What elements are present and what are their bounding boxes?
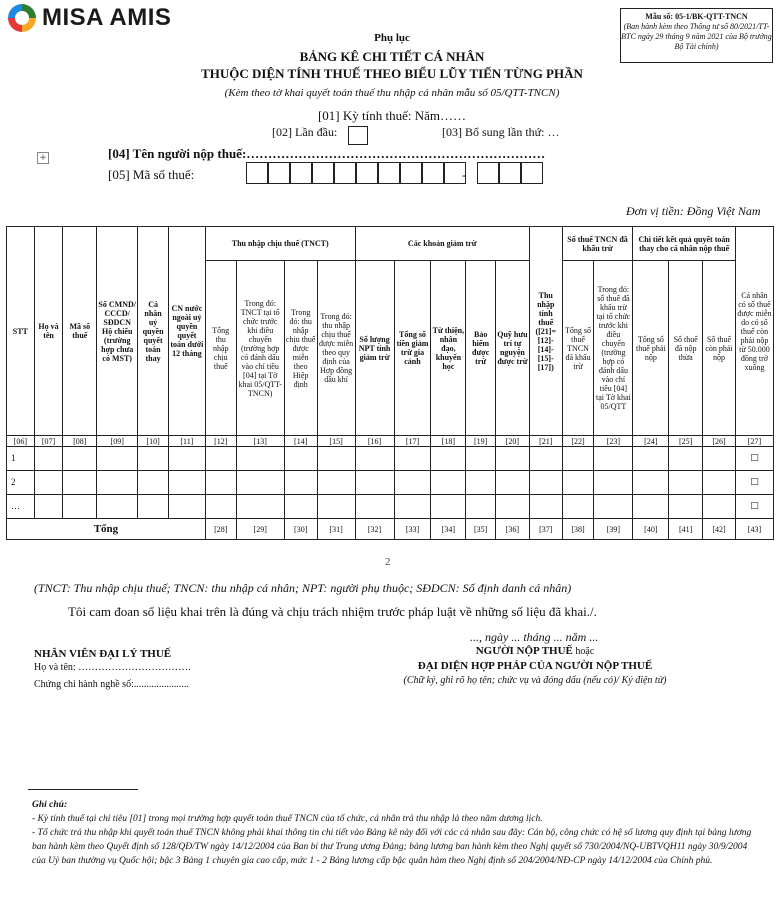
abbreviations-note: (TNCT: Thu nhập chịu thuế; TNCN: thu nhập cá nhân; NPT: người phụ thuộc; SĐDCN: Số định danh cá nhân)	[34, 581, 572, 595]
cell[interactable]	[205, 495, 236, 519]
col-id: Số CMND/ CCCD/ SĐDCN Hộ chiếu (trường hợp chưa có MST)	[97, 227, 138, 436]
tax-agent-name: Họ và tên: …………………………….	[34, 662, 191, 673]
tax-code-digit-box[interactable]	[422, 162, 444, 184]
col-c19: Bảo hiểm được trừ	[466, 261, 496, 436]
cell[interactable]	[205, 471, 236, 495]
cell[interactable]	[97, 447, 138, 471]
total-code: [42]	[703, 519, 736, 540]
cell[interactable]	[97, 471, 138, 495]
tax-code-label: [05] Mã số thuế:	[108, 167, 195, 182]
col-c16: Số lượng NPT tính giảm trừ	[355, 261, 394, 436]
cell[interactable]	[63, 495, 97, 519]
cell[interactable]	[466, 495, 496, 519]
tax-period-field: [01] Kỳ tính thuế: Năm……	[317, 108, 467, 123]
total-code: [35]	[466, 519, 496, 540]
col-c18: Từ thiện, nhân đạo, khuyến học	[431, 261, 466, 436]
cell[interactable]	[669, 447, 703, 471]
tax-code-digit-box[interactable]	[378, 162, 400, 184]
column-code: [20]	[496, 436, 530, 447]
group-settlement: Chi tiết kết quả quyết toán thay cho cá nhân nộp thuế	[633, 227, 736, 261]
column-code: [11]	[168, 436, 205, 447]
column-code: [25]	[669, 436, 703, 447]
column-code: [22]	[562, 436, 594, 447]
cell[interactable]	[633, 447, 669, 471]
tax-agent-certificate: Chứng chỉ hành nghề số:......................	[34, 679, 189, 690]
col-c26: Số thuế còn phải nộp	[703, 261, 736, 436]
cell[interactable]	[394, 447, 431, 471]
row-index: 2	[7, 471, 35, 495]
column-code: [26]	[703, 436, 736, 447]
col-c17: Tổng số tiền giảm trừ gia cảnh	[394, 261, 431, 436]
taxpayer-label-suffix: hoặc	[572, 646, 595, 657]
supplement-field: [03] Bổ sung lần thứ: …	[442, 125, 560, 139]
cell[interactable]	[431, 447, 466, 471]
cell[interactable]	[34, 447, 63, 471]
column-code: [16]	[355, 436, 394, 447]
column-code: [23]	[594, 436, 633, 447]
group-deductions: Các khoản giảm trừ	[355, 227, 529, 261]
column-code: [14]	[284, 436, 317, 447]
note-item: - Kỳ tính thuế tại chỉ tiêu [01] trong mọi trường hợp quyết toán thuế TNCN của tổ chức, cá nhân trả thu nhập là theo năm dương lịch.	[32, 814, 543, 824]
column-code: [24]	[633, 436, 669, 447]
cell[interactable]	[138, 447, 169, 471]
column-code: [18]	[431, 436, 466, 447]
total-code: [33]	[394, 519, 431, 540]
taxpayer-label: NGƯỜI NỘP THUẾ	[475, 645, 573, 657]
cell[interactable]	[236, 447, 284, 471]
tax-code-digit-box[interactable]	[312, 162, 334, 184]
signature-date: ..., ngày ... tháng ... năm ...	[470, 630, 599, 644]
cell[interactable]	[594, 495, 633, 519]
cell[interactable]	[284, 471, 317, 495]
col-taxcode: Mã số thuế	[63, 227, 97, 436]
cell[interactable]	[97, 495, 138, 519]
misa-amis-logo	[8, 4, 171, 32]
cell[interactable]	[562, 471, 594, 495]
exempt-checkbox[interactable]: □	[735, 471, 773, 495]
cell[interactable]	[466, 447, 496, 471]
note-item: - Tổ chức trả thu nhập khi quyết toán thuế TNCN không phải khai thông tin chi tiết vào Bảng kê này đối với các cá nhân sau đây: Cán bộ, công chức có hệ số lương quy định tại bảng lương ban hành kèm theo Quyết định số 128/QĐ/TW ngày 14/12/2004 của Ban bí thư Trung ương Đảng; bảng lương ban hành kèm theo Nghị quyết số 730/2004/NQ-UBTVQH11 ngày 30/9/2004 của Uỷ ban thường vụ Quốc hội; bậc 3 Bảng 1 chuyên gia cao cấp, mức 1 - 2 Bảng lương cấp bậc quân hàm theo Nghị định số 204/2004/NĐ-CP ngày 14/12/2004 của Chính phủ.	[32, 828, 752, 866]
cell[interactable]	[205, 447, 236, 471]
row-index: 1	[7, 447, 35, 471]
cell[interactable]	[466, 471, 496, 495]
tax-code-digit-box[interactable]	[290, 162, 312, 184]
column-code: [10]	[138, 436, 169, 447]
cell[interactable]	[431, 495, 466, 519]
cell[interactable]	[703, 447, 736, 471]
group-taxable-income: Thu nhập chịu thuế (TNCT)	[205, 227, 355, 261]
document-title-line2: THUỘC DIỆN TÍNH THUẾ THEO BIỂU LŨY TIẾN TỪNG PHẦN	[201, 66, 583, 81]
cell[interactable]	[168, 447, 205, 471]
cell[interactable]	[529, 495, 562, 519]
cell[interactable]	[496, 471, 530, 495]
document-title: BẢNG KÊ CHI TIẾT CÁ NHÂN	[299, 49, 485, 64]
col-c14: Trong đó: thu nhập chịu thuế được miễn theo Hiệp định	[284, 261, 317, 436]
cell[interactable]	[562, 447, 594, 471]
cell[interactable]	[394, 495, 431, 519]
tax-code-digit-box[interactable]	[334, 162, 356, 184]
taxpayer-name-field: [04] Tên người nộp thuế:……………………………………………………………	[108, 146, 546, 161]
cell[interactable]	[236, 471, 284, 495]
total-code: [38]	[562, 519, 594, 540]
cell[interactable]	[138, 495, 169, 519]
column-code: [06]	[7, 436, 35, 447]
total-code: [32]	[355, 519, 394, 540]
cell[interactable]	[34, 495, 63, 519]
cell[interactable]	[317, 471, 355, 495]
col-c23: Trong đó: số thuế đã khấu trừ tại tổ chức trước khi điều chuyển (trường hợp có đánh dấu vào chỉ tiêu [04] tại Tờ khai 05/QTT	[594, 261, 633, 436]
total-code: [43]	[735, 519, 773, 540]
col-stt: STT	[7, 227, 35, 436]
table-row	[7, 447, 774, 471]
exempt-checkbox[interactable]: □	[735, 495, 773, 519]
detail-table	[6, 226, 774, 540]
total-code: [37]	[529, 519, 562, 540]
column-code: [19]	[466, 436, 496, 447]
document-subtitle: (Kèm theo tờ khai quyết toán thuế thu nhập cá nhân mẫu số 05/QTT-TNCN)	[224, 87, 560, 99]
cell[interactable]	[355, 495, 394, 519]
cell[interactable]	[284, 495, 317, 519]
col-name: Họ và tên	[34, 227, 63, 436]
signature-instruction: (Chữ ký, ghi rõ họ tên; chức vụ và đóng dấu (nếu có)/ Ký điện tử)	[403, 675, 667, 686]
total-row	[7, 519, 774, 540]
cell[interactable]	[394, 471, 431, 495]
cell[interactable]	[594, 471, 633, 495]
notes-divider	[28, 789, 138, 790]
cell[interactable]	[138, 471, 169, 495]
col-c27: Cá nhân có số thuế được miễn do có số thuế còn phải nộp từ 50.000 đồng trở xuống	[735, 227, 773, 436]
column-codes-row	[7, 436, 774, 447]
total-code: [31]	[317, 519, 355, 540]
tax-code-branch-box[interactable]	[521, 162, 543, 184]
cell[interactable]	[633, 471, 669, 495]
tax-code-digit-box[interactable]	[246, 162, 268, 184]
tax-code-digit-box[interactable]	[268, 162, 290, 184]
cell[interactable]	[703, 495, 736, 519]
column-code: [09]	[97, 436, 138, 447]
page-number: 2	[385, 556, 391, 568]
cell[interactable]	[703, 471, 736, 495]
cell[interactable]	[633, 495, 669, 519]
form-code: Mẫu số: 05-1/BK-QTT-TNCN	[645, 12, 748, 21]
column-code: [08]	[63, 436, 97, 447]
column-code: [15]	[317, 436, 355, 447]
column-code: [17]	[394, 436, 431, 447]
cell[interactable]	[63, 447, 97, 471]
form-code-note: (Ban hành kèm theo Thông tư số 80/2021/TT-BTC ngày 29 tháng 9 năm 2021 của Bộ trưởng Bộ Tài chính)	[621, 22, 772, 51]
tax-code-branch-box[interactable]	[499, 162, 521, 184]
cell[interactable]	[529, 471, 562, 495]
brand-name: MISA AMIS	[42, 4, 172, 31]
col-c25: Số thuế đã nộp thừa	[669, 261, 703, 436]
column-code: [13]	[236, 436, 284, 447]
first-time-checkbox[interactable]	[348, 126, 368, 145]
tax-agent-title: NHÂN VIÊN ĐẠI LÝ THUẾ	[34, 648, 172, 660]
col-c12: Tổng thu nhập chịu thuế	[205, 261, 236, 436]
notes-section	[32, 798, 752, 868]
total-code: [28]	[205, 519, 236, 540]
cell[interactable]	[496, 495, 530, 519]
exempt-checkbox[interactable]: □	[735, 447, 773, 471]
cell[interactable]	[355, 447, 394, 471]
cell[interactable]	[168, 495, 205, 519]
total-code: [36]	[496, 519, 530, 540]
col-c22: Tổng số thuế TNCN đã khấu trừ	[562, 261, 594, 436]
total-code: [40]	[633, 519, 669, 540]
cell[interactable]	[355, 471, 394, 495]
total-code: [30]	[284, 519, 317, 540]
first-time-label: [02] Lần đầu:	[272, 125, 338, 139]
tax-code-separator: -	[462, 167, 467, 182]
cell[interactable]	[431, 471, 466, 495]
cell[interactable]	[317, 447, 355, 471]
notes-title: Ghi chú:	[32, 800, 68, 810]
col-c15: Trong đó: thu nhập chịu thuế được miễn theo quy định của Hợp đồng dầu khí	[317, 261, 355, 436]
cell[interactable]	[562, 495, 594, 519]
tax-code-digit-box[interactable]	[400, 162, 422, 184]
appendix-label: Phụ lục	[374, 32, 410, 44]
tax-code-digit-box[interactable]	[356, 162, 378, 184]
column-code: [21]	[529, 436, 562, 447]
column-code: [07]	[34, 436, 63, 447]
col-c24: Tổng số thuế phải nộp	[633, 261, 669, 436]
cell[interactable]	[168, 471, 205, 495]
cell[interactable]	[496, 447, 530, 471]
total-code: [34]	[431, 519, 466, 540]
cell[interactable]	[284, 447, 317, 471]
legal-representative-title: ĐẠI DIỆN HỢP PHÁP CỦA NGƯỜI NỘP THUẾ	[417, 660, 653, 672]
total-code: [39]	[594, 519, 633, 540]
currency-unit: Đơn vị tiền: Đồng Việt Nam	[626, 204, 761, 218]
row-index: …	[7, 495, 35, 519]
table-row	[7, 495, 774, 519]
cell[interactable]	[669, 495, 703, 519]
column-code: [12]	[205, 436, 236, 447]
group-withheld: Số thuế TNCN đã khấu trừ	[562, 227, 633, 261]
tax-code-branch-box[interactable]	[477, 162, 499, 184]
cell[interactable]	[63, 471, 97, 495]
cell[interactable]	[594, 447, 633, 471]
table-row	[7, 471, 774, 495]
col-foreign: CN nước ngoài uỷ quyền quyết toán dưới 12 tháng	[168, 227, 205, 436]
cell[interactable]	[669, 471, 703, 495]
total-label: Tổng	[7, 519, 206, 540]
col-c13: Trong đó: TNCT tại tổ chức trước khi điều chuyển (trường hợp có đánh dấu vào chỉ tiêu [04] tại Tờ khai 05/QTT-TNCN)	[236, 261, 284, 436]
col-c21: Thu nhập tính thuế ([21]=[12]-[14]-[15]-[17])	[529, 227, 562, 436]
cell[interactable]	[317, 495, 355, 519]
table-move-handle-icon[interactable]: +	[37, 152, 49, 164]
column-code: [27]	[735, 436, 773, 447]
cell[interactable]	[529, 447, 562, 471]
total-code: [29]	[236, 519, 284, 540]
taxpayer-signature-title	[380, 645, 690, 657]
col-c20: Quỹ hưu trí tự nguyện được trừ	[496, 261, 530, 436]
misa-logo-icon	[8, 4, 36, 32]
total-code: [41]	[669, 519, 703, 540]
cell[interactable]	[236, 495, 284, 519]
commitment-statement: Tôi cam đoan số liệu khai trên là đúng và chịu trách nhiệm trước pháp luật về những số liệu đã khai./.	[68, 604, 597, 619]
col-authorized: Cá nhân uỷ quyền quyết toán thay	[138, 227, 169, 436]
cell[interactable]	[34, 471, 63, 495]
